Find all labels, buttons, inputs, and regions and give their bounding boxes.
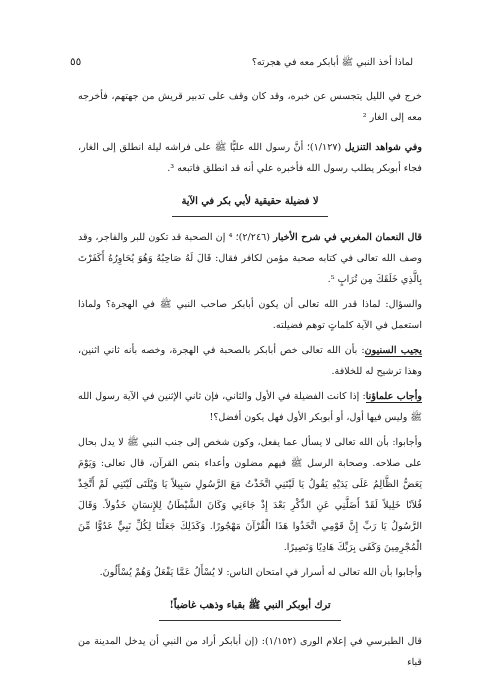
section-heading-1-text: لا فضيلة حقيقية لأبي بكر في الآية: [172, 189, 329, 217]
page-number: ٥٥: [70, 56, 82, 68]
page-body: [78, 86, 422, 677]
section-heading-1: [78, 189, 422, 217]
section-heading-2: [78, 593, 422, 621]
paragraph-4: والسؤال: لماذا قدر الله تعالى أن يكون أبابكر صاحب النبي ﷺ في الهجرة؟ ولماذا استعمل في الآية كلماتٍ توهم فضيلته.: [78, 299, 422, 331]
paragraph-9: [78, 631, 422, 673]
paragraph-5: [78, 340, 422, 382]
source-reference: (١/١٥٢): [264, 636, 297, 647]
paragraph-8: وأجابوا بأن الله تعالى له أسرار في امتحان الناس: لا يُسْأَلُ عَمَّا يَفْعَلُ وَهُمْ يُسْأَلُونَ.: [99, 567, 422, 578]
paragraph-9-text: : (إن أبابكر أراد من النبي أن يدخل المدينة من قباء: [78, 636, 422, 668]
speaker-label: وأجاب علماؤنا: [365, 391, 422, 402]
paragraph-3: [78, 227, 422, 290]
source-reference: (١/١٢٧): [309, 142, 342, 153]
source-name: قال النعمان المغربي في شرح الأخبار: [273, 232, 422, 243]
source-name: وفي شواهد التنزيل: [344, 142, 422, 153]
paragraph-6: [78, 386, 422, 428]
paragraph-2-text: ؛ أنَّ رسول الله عليًّا ﷺ على فراشه ليلة انطلق إلى الغار، فجاء أبوبكر يطلب رسول الله فأخبره علي أنه قد انطلق فاتبعه ³.: [78, 142, 422, 174]
paragraph-6-text: : إذا كانت الفضيلة في الأول والثاني، فإن ثاني الإثنين في الآية رسول الله ﷺ وليس فيها أول، أو أبوبكر الأول فهل يكون أفضل؟!: [78, 391, 422, 423]
source-name: قال الطبرسي في إعلام الورى: [299, 636, 422, 647]
header-title: لماذا أخذ النبي ﷺ أبابكر معه في هجرته؟: [251, 57, 413, 68]
source-reference: (٢/٢٤٦): [238, 232, 271, 243]
running-header: [70, 56, 413, 72]
paragraph-1: خرج في الليل يتجسس عن خبره، وقد كان وقف على تدبير قريش من جهتهم، فأخرجه معه إلى الغار ²: [78, 91, 422, 123]
paragraph-2: [78, 137, 422, 179]
speaker-label: يجيب السنيون: [364, 345, 422, 356]
paragraph-3-text: ؛ ⁴ إن الصحبة قد تكون للبر والفاجر، وقد وصف الله تعالى في كتابه صحبة مؤمن لكافر فقال: قَالَ لَهُ صَاحِبُهُ وَهُوَ يُحَاوِرُهُ أَكَفَرْتَ بِالَّذِي خَلَقَكَ مِن تُرَابٍ ⁵.: [78, 232, 422, 285]
paragraph-7: وأجابوا: بأن الله تعالى لا يسأل عما يفعل، وكون شخص إلى جنب النبي ﷺ لا يدل بحال على صلاحه. وصحابة الرسل ﷺ فيهم مضلون وأعداء بنص القرآن، قال تعالى: وَيَوْمَ يَعَضُّ الظَّالِمُ عَلَى يَدَيْهِ يَقُولُ يَا لَيْتَنِي اتَّخَذْتُ مَعَ الرَّسُولِ سَبِيلاً يَا وَيْلَتَى لَيْتَنِي لَمْ أَتَّخِذْ فُلاَنًا خَلِيلاً لَقَدْ أَضَلَّنِي عَنِ الذِّكْرِ بَعْدَ إِذْ جَاءَنِي وَكَانَ الشَّيْطَانُ لِلإِنسَانِ خَذُولاً. وَقَالَ الرَّسُولُ يَا رَبِّ إِنَّ قَوْمِي اتَّخَذُوا هَذَا الْقُرْآنَ مَهْجُورًا. وَكَذَلِكَ جَعَلْنَا لِكُلِّ نَبِيٍّ عَدُوًّا مِّنَ الْمُجْرِمِينَ وَكَفَى بِرَبِّكَ هَادِيًا وَنَصِيرًا.: [78, 437, 422, 553]
paragraph-5-text: : بأن الله تعالى خص أبابكر بالصحبة في الهجرة، وخصه بأنه ثاني اثنين، وهذا ترشيح له للخلافة.: [78, 345, 422, 377]
section-heading-2-text: ترك أبوبكر النبي ﷺ بقباء وذهب غاضباً!: [159, 593, 340, 621]
